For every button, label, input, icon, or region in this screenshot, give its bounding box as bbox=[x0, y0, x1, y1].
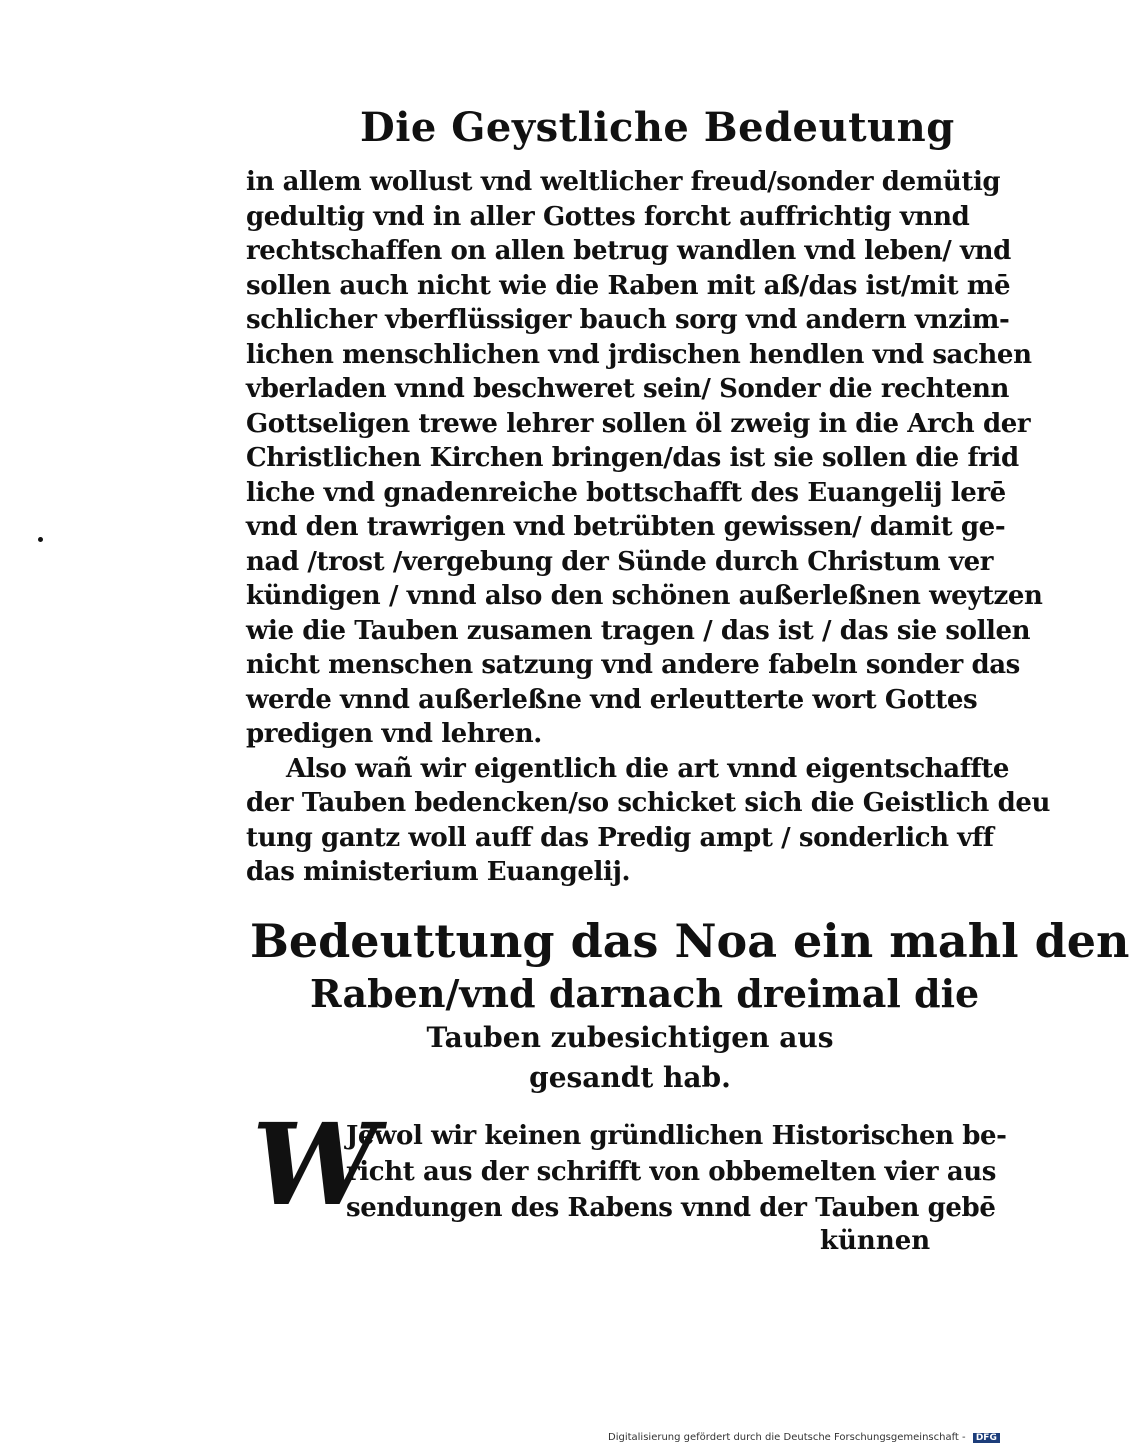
text-line: lichen menschlichen vnd jrdischen hendlen vnd sachen bbox=[246, 339, 1032, 370]
text-line: Gottseligen trewe lehrer sollen öl zweig in die Arch der bbox=[246, 408, 1031, 439]
text-line: kündigen / vnnd also den schönen außerleßnen weytzen bbox=[246, 581, 1043, 611]
text-line: werde vnnd außerleßne vnd erleutterte wort Gottes bbox=[246, 684, 978, 715]
text-line: sendungen des Rabens vnnd der Tauben gebē bbox=[346, 1193, 996, 1223]
decorated-initial: W bbox=[252, 1100, 378, 1231]
text-line: vberladen vnnd beschweret sein/ Sonder die rechtenn bbox=[246, 374, 1009, 404]
section-heading-line: Tauben zubesichtigen aus bbox=[426, 1021, 834, 1054]
text-line: nad /trost /vergebung der Sünde durch Christum ver bbox=[246, 546, 994, 577]
text-line: predigen vnd lehren. bbox=[246, 719, 542, 749]
text-line: Jewol wir keinen gründlichen Historischen be- bbox=[346, 1121, 1007, 1151]
digitization-credit bbox=[608, 1432, 1000, 1443]
text-line: rechtschaffen on allen betrug wandlen vnd leben/ vnd bbox=[246, 236, 1011, 266]
text-line: Also wañ wir eigentlich die art vnnd eigentschaffte bbox=[286, 753, 1010, 784]
dfg-logo: DFG bbox=[973, 1433, 1000, 1443]
text-line: das ministerium Euangelij. bbox=[246, 857, 631, 887]
text-line: tung gantz woll auff das Predig ampt / sonderlich vff bbox=[246, 822, 994, 853]
credit-text: Digitalisierung gefördert durch die Deutsche Forschungsgemeinschaft - bbox=[608, 1432, 966, 1443]
text-line: schlicher vberflüssiger bauch sorg vnd andern vnzim- bbox=[246, 305, 1010, 335]
text-line: wie die Tauben zusamen tragen / das ist / das sie sollen bbox=[246, 615, 1031, 646]
section-heading-line: Raben/vnd darnach dreimal die bbox=[310, 971, 980, 1016]
text-line: vnd den trawrigen vnd betrübten gewissen/ damit ge- bbox=[246, 512, 1006, 542]
text-line: richt aus der schrifft von obbemelten vier aus bbox=[346, 1157, 997, 1187]
text-line: Christlichen Kirchen bringen/das ist sie sollen die frid bbox=[246, 443, 1019, 473]
text-line: nicht menschen satzung vnd andere fabeln sonder das bbox=[246, 650, 1020, 680]
section-heading-line: Bedeuttung das Noa ein mahl den bbox=[250, 914, 1130, 968]
text-line: sollen auch nicht wie die Raben mit aß/das ist/mit mē bbox=[246, 270, 1011, 301]
text-line: in allem wollust vnd weltlicher freud/sonder demütig bbox=[246, 167, 1001, 197]
catchword: künnen bbox=[820, 1226, 931, 1256]
ink-speck bbox=[38, 537, 43, 542]
section-heading bbox=[250, 912, 1130, 1098]
text-line: gedultig vnd in aller Gottes forcht auffrichtig vnnd bbox=[246, 201, 970, 232]
running-title: Die Geystliche Bedeutung bbox=[360, 104, 955, 151]
text-line: liche vnd gnadenreiche bottschafft des Euangelij lerē bbox=[246, 477, 1006, 508]
paragraph-two bbox=[346, 1118, 1007, 1226]
section-heading-line: gesandt hab. bbox=[529, 1061, 731, 1094]
body-text bbox=[246, 165, 1051, 890]
text-line: der Tauben bedencken/so schicket sich die Geistlich deu bbox=[246, 788, 1051, 818]
